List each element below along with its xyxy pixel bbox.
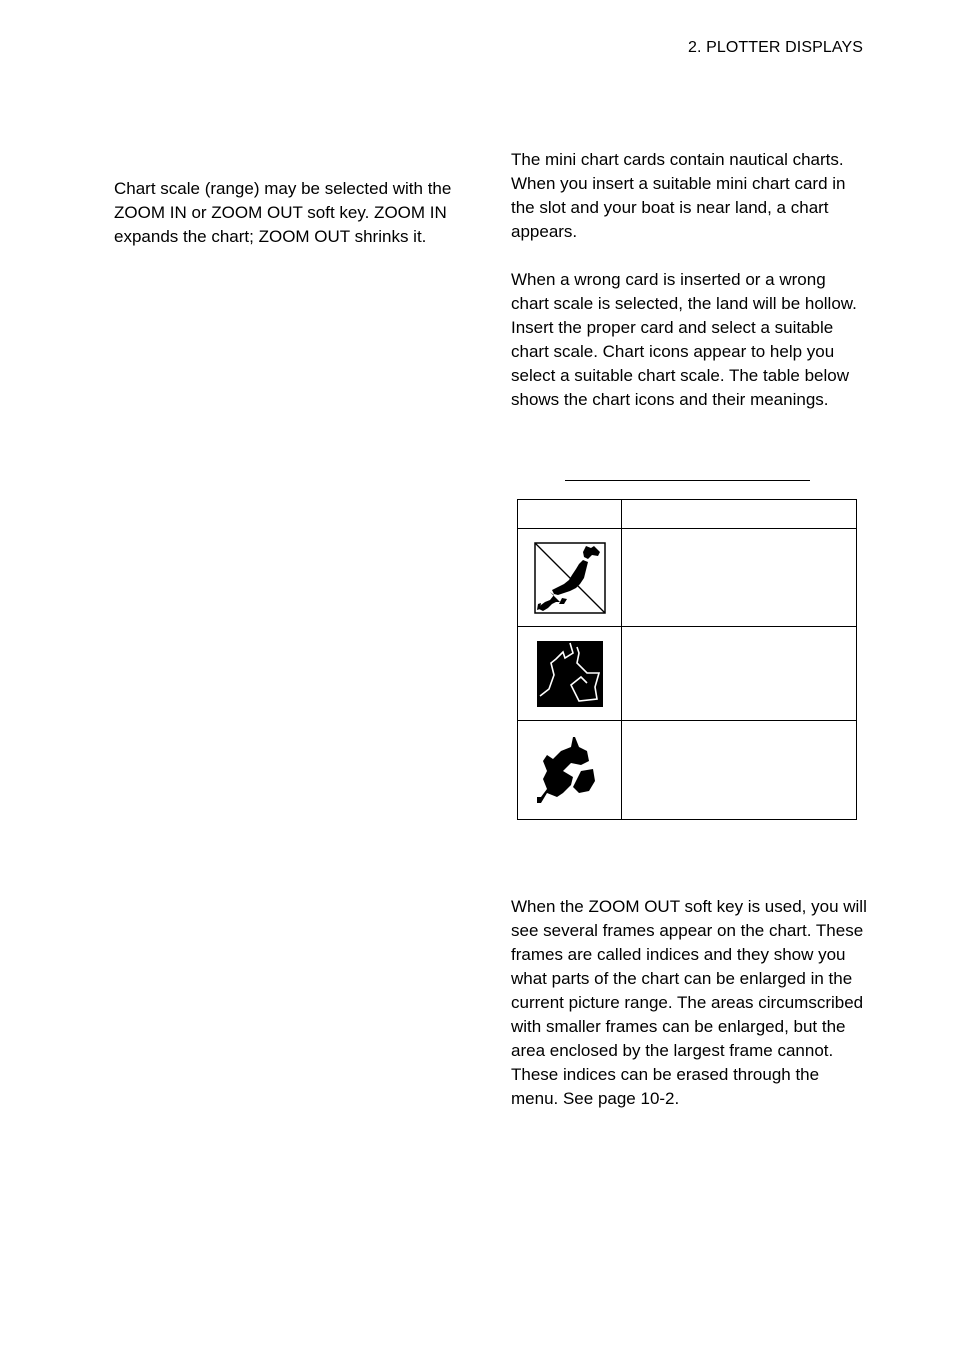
right-paragraph-1: The mini chart cards contain nautical charts. When you insert a suitable mini chart card in the slot and your boat is near land, a chart appears. [511, 150, 846, 241]
meaning-cell [622, 721, 857, 820]
left-paragraph: Chart scale (range) may be selected with the ZOOM IN or ZOOM OUT soft key. ZOOM IN expands the chart; ZOOM OUT shrinks it. [114, 179, 452, 246]
table-row [518, 721, 857, 820]
icon-cell [518, 627, 622, 721]
right-paragraph-2: When a wrong card is inserted or a wrong chart scale is selected, the land will be hollow. Insert the proper card and select a suitable chart scale. Chart icons appear to help you select a suitable chart scale. The table below shows the chart icons and their meanings. [511, 270, 857, 409]
meaning-cell [622, 627, 857, 721]
hollow-land-icon [537, 641, 603, 707]
meaning-cell [622, 529, 857, 627]
icon-cell [518, 721, 622, 820]
table-row [518, 529, 857, 627]
table-title-underline [565, 480, 810, 481]
table-row [518, 627, 857, 721]
japan-map-crossed-icon [534, 542, 606, 614]
table-header-row [518, 500, 857, 529]
icon-cell [518, 529, 622, 627]
section-header: 2. PLOTTER DISPLAYS [688, 39, 863, 56]
header-cell-icon [518, 500, 622, 529]
filled-land-icon [537, 737, 603, 803]
header-cell-meaning [622, 500, 857, 529]
chart-icons-table [517, 499, 857, 820]
right-paragraph-3: When the ZOOM OUT soft key is used, you will see several frames appear on the chart. These frames are called indices and they show you what parts of the chart can be enlarged in the current picture range. The areas circumscribed with smaller frames can be enlarged, but the area enclosed by the largest frame cannot. These indices can be erased through the menu. See page 10-2. [511, 897, 867, 1108]
